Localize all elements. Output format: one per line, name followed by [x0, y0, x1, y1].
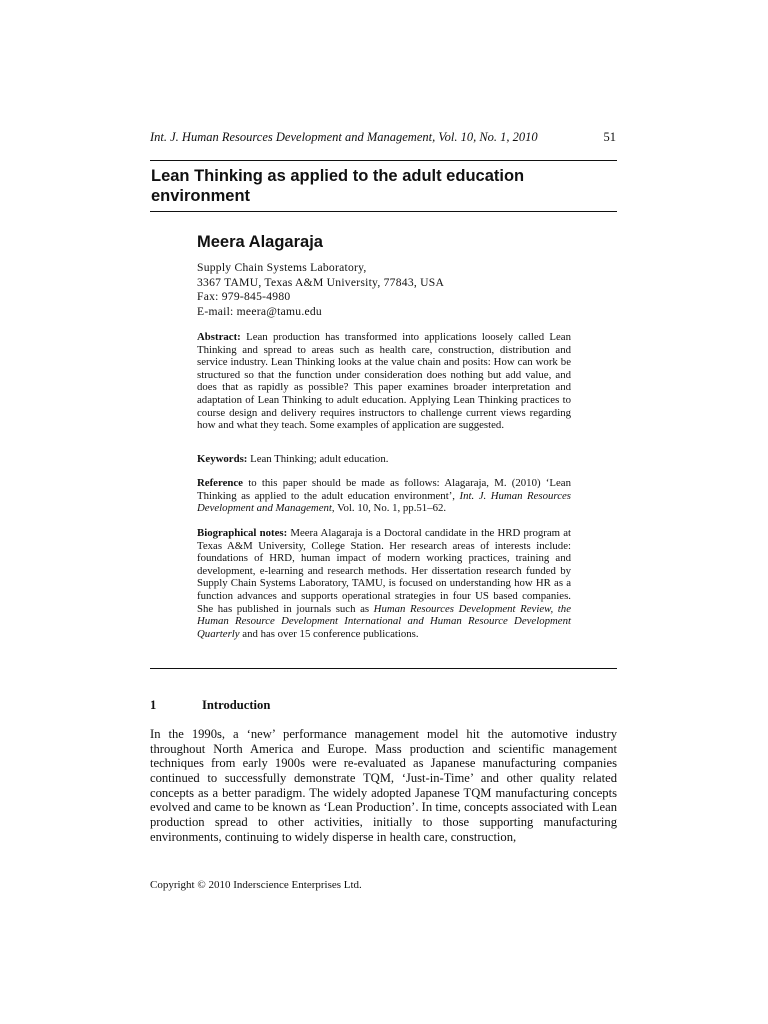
copyright-notice: Copyright © 2010 Inderscience Enterprises Ltd. [150, 879, 362, 891]
section-number: 1 [150, 698, 157, 712]
journal-citation: Int. J. Human Resources Development and Management, Vol. 10, No. 1, 2010 [150, 130, 538, 144]
affiliation-line: 3367 TAMU, Texas A&M University, 77843, USA [197, 275, 445, 289]
abstract [197, 331, 571, 432]
reference [197, 477, 571, 515]
reference-text: to this paper should be made as follows: Alagaraja, M. (2010) ‘Lean Thinking as applied to the adult education environment’, [197, 477, 571, 502]
section-title: Introduction [202, 698, 271, 712]
bio-rule [150, 668, 617, 669]
paper-title: Lean Thinking as applied to the adult education environment [151, 167, 525, 205]
biographical-notes [197, 527, 571, 640]
keywords-label: Keywords: [197, 453, 248, 465]
bio-label: Biographical notes: [197, 527, 288, 539]
intro-paragraph: In the 1990s, a ‘new’ performance management model hit the automotive industry throughout North America and Europe. Mass production and scientific management techniques from early 1900s were re-evaluated as Japanese manufacturing companies continued to successfully demonstrate TQM, ‘Just-in-Time’ and other quality related concepts as a better paradigm. The widely adopted Japanese TQM manufacturing concepts evolved and came to be known as ‘Lean Production’. In time, concepts associated with Lean production spread to other activities, initially to those supporting manufacturing environments, continuing to widely disperse in health care, construction, [150, 727, 617, 844]
abstract-label: Abstract: [197, 331, 241, 343]
reference-journal: Int. J. Human Resources Development and Management [197, 489, 572, 515]
top-rule [150, 160, 617, 161]
affiliation-line: Fax: 979-845-4980 [197, 290, 291, 303]
running-head [150, 130, 616, 145]
title-rule [150, 211, 617, 212]
reference-volume: , Vol. 10, No. 1, pp.51–62. [331, 502, 447, 515]
abstract-text: Lean production has transformed into applications loosely called Lean Thinking and spread to areas such as health care, construction, distribution and service industry. Lean Thinking looks at the value chain and posits: How can work be structured so that the function under consideration does nothing but add value, and does that as rapidly as possible? This paper examines broader interpretation and adaptation of Lean Thinking to adult education. Applying Lean Thinking practices to course design and delivery requires instructors to challenge current views regarding how and what they teach. Some examples of application are suggested. [197, 331, 571, 432]
section-heading [150, 698, 270, 713]
author-name: Meera Alagaraja [197, 233, 323, 251]
bio-text: Meera Alagaraja is a Doctoral candidate in the HRD program at Texas A&M University, College Station. Her research areas of interests include: foundations of HRD, human impact of modern working practices, training and development, e-learning and research methods. Her dissertation research funded by Supply Chain Systems Laboratory, TAMU, is focused on understanding how HR as a function advances and supports operational strategies in four US based companies. She has published in journals such as [197, 527, 572, 615]
bio-journals: Human Resources Development Review, the Human Resource Development International and Human Resource Development Quarterly [197, 602, 571, 640]
keywords [197, 453, 571, 466]
affiliation [197, 261, 444, 319]
bio-text-end: and has over 15 conference publications. [242, 627, 419, 640]
keywords-text: Lean Thinking; adult education. [250, 453, 389, 465]
email-line: E-mail: meera@tamu.edu [197, 304, 322, 318]
reference-label: Reference [197, 477, 243, 489]
page-number: 51 [603, 130, 616, 144]
affiliation-line: Supply Chain Systems Laboratory, [197, 261, 367, 274]
